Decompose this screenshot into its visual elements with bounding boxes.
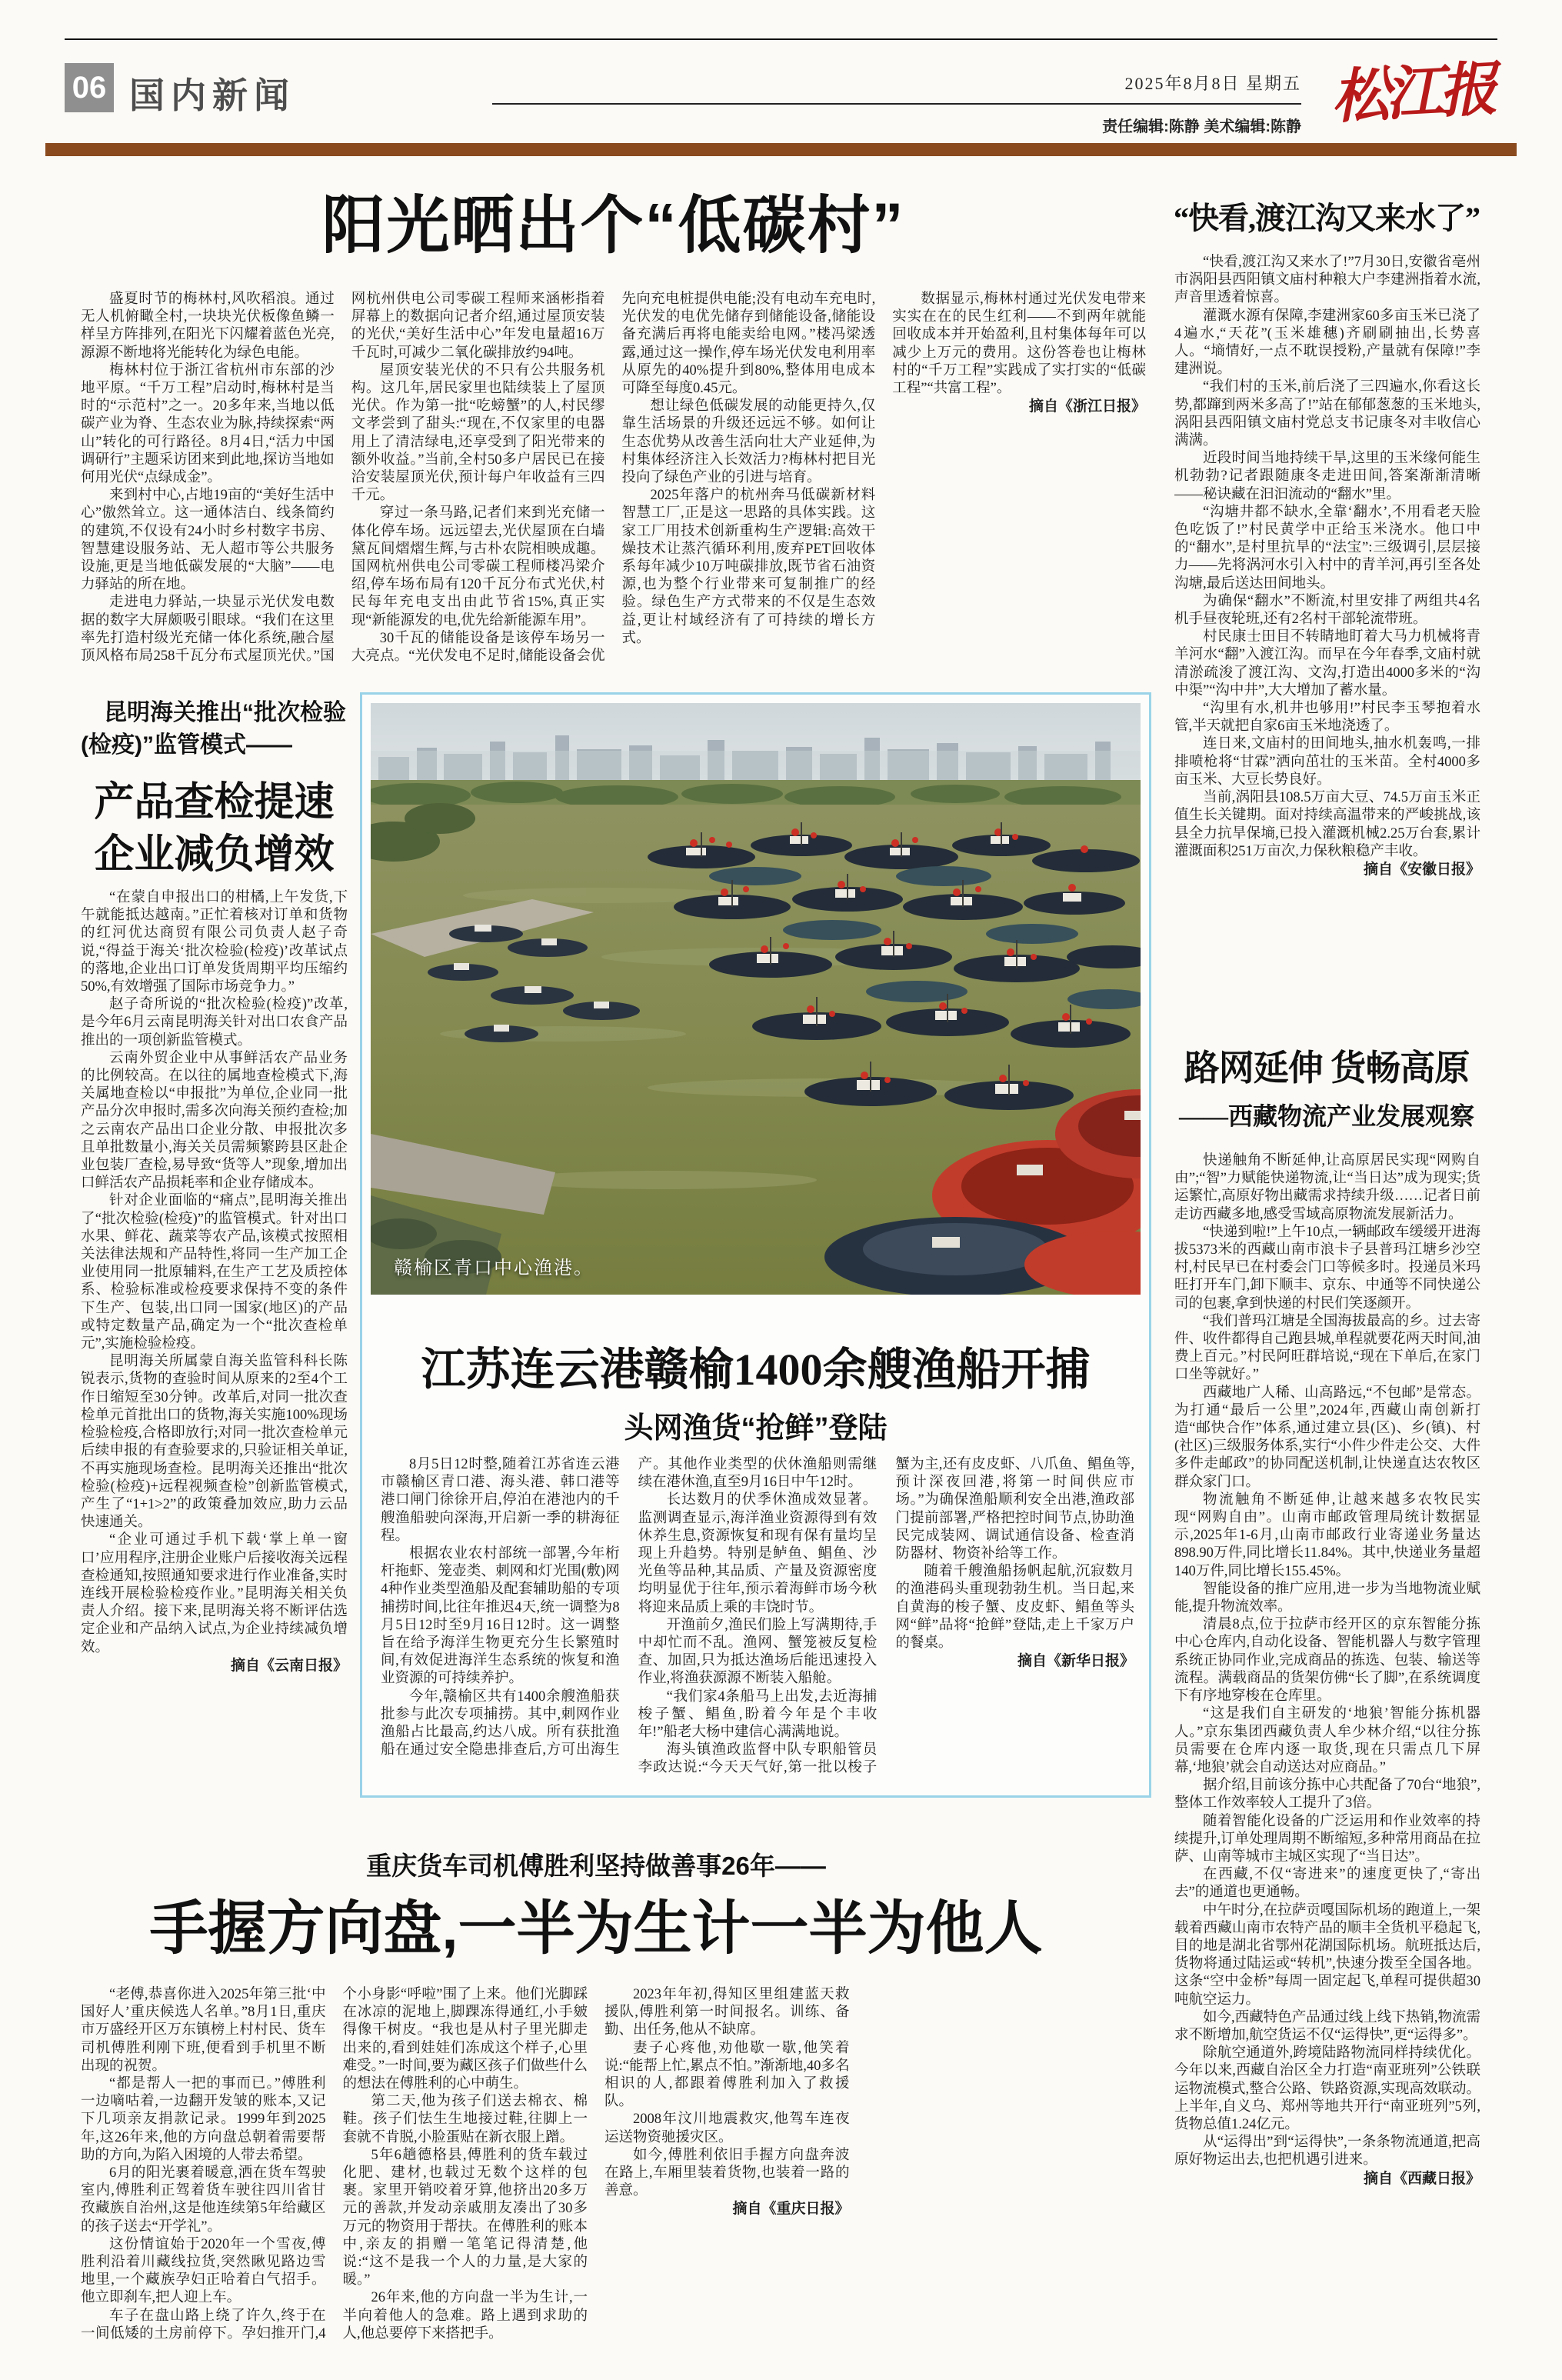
header-color-bar <box>45 143 1517 156</box>
paragraph: “在蒙自申报出口的柑橘,上午发货,下午就能抵达越南。”正忙着核对订单和货物的红河优达商贸有限公司负责人赵子奇说,“得益于海关‘批次检验(检疫)’改革试点的落地,企业出口订单发货周期平均压缩约50%,有效增强了国际市场竞争力。” <box>81 890 348 995</box>
paragraph: 西藏地广人稀、山高路远,“不包邮”是常态。为打通“最后一公里”,2024年,西藏山南创新打造“邮快合作”体系,通过建立县(区)、乡(镇)、村(社区)三级服务体系,实行“小件少件走公交、大件多件走邮政”的协同配送机制,让快递直达农牧区群众家门口。 <box>1174 1385 1480 1490</box>
article-driver-kicker: 重庆货车司机傅胜利坚持做善事26年—— <box>366 1852 826 1880</box>
article-solar-headline: 阳光晒出个“低碳村” <box>321 191 905 261</box>
paragraph: 快递触角不断延伸,让高原居民实现“网购自由”;“智”力赋能快递物流,让“当日达”成为现实;货运繁忙,高原好物出藏需求持续升级……记者日前走访西藏多地,感受雪域高原物流发展新活力。 <box>1174 1153 1480 1222</box>
article-driver-headline: 手握方向盘,一半为生计一半为他人 <box>149 1896 1043 1962</box>
paragraph: 6月的阳光裹着暖意,洒在货车驾驶室内,傅胜利正驾着货车驶往四川省甘孜藏族自治州,这是他连续第5年给藏区的孩子送去“开学礼”。 <box>81 2165 326 2235</box>
paragraph: 从“运得出”到“运得快”,一条条物流通道,把高原好物运出去,也把机遇引进来。 <box>1174 2135 1480 2168</box>
paragraph: 26年来,他的方向盘一半为生计,一半向着他人的急难。路上遇到求助的人,他总要停下来搭把手。 <box>342 2290 588 2342</box>
source-attribution: 摘自《重庆日报》 <box>732 2201 850 2218</box>
source-attribution: 摘自《西藏日报》 <box>1363 2170 1480 2187</box>
article-customs-headline-line2: 企业减负增效 <box>94 833 335 877</box>
article-fishing-subhead: 头网渔货“抢鲜”登陆 <box>624 1412 888 1445</box>
paragraph: 走进电力驿站,一块显示光伏发电数据的数字大屏颇吸引眼球。“我们在这里率先打造村级光充储一体化系统,融合屋顶风格布局258千瓦分布式屋顶光伏。”国网杭州供电公司零碳工程师来涵彬指着屏幕上的数据向记者介绍,通过屋顶安装的光伏,“美好生活中心”年发电量超16万千瓦时,可减少二氧化碳排放约94吨。 <box>81 292 605 665</box>
harbor-photo-illustration <box>371 703 1141 1295</box>
paragraph: 如今,西藏特色产品通过线上线下热销,物流需求不断增加,航空货运不仅“运得快”,更“运得多”。 <box>1174 2009 1480 2043</box>
paragraph: 开渔前夕,渔民们脸上写满期待,手中却忙而不乱。渔网、蟹笼被反复检查、加固,只为抵达渔场后能迅速投入作业,将渔获源源不断装入船舱。 <box>638 1617 878 1687</box>
section-title: 国内新闻 <box>129 75 295 115</box>
paragraph: “都是帮人一把的事而已。”傅胜利一边嘀咕着,一边翻开发皱的账本,又记下几项亲友捐款记录。1999年到2025年,这26年来,他的方向盘总朝着需要帮助的方向,为陷入困境的人带去希望。 <box>81 2076 326 2163</box>
paragraph: 当前,涡阳县108.5万亩大豆、74.5万亩玉米正值生长关键期。面对持续高温带来的严峻挑战,该县全力抗旱保墒,已投入灌溉机械2.25万台套,累计灌溉面积251万亩次,力保秋粮稳产丰收。 <box>1174 790 1480 859</box>
paragraph: “企业可通过手机下载‘掌上单一窗口’应用程序,注册企业账户后接收海关远程查检通知,按照通知要求进行作业准备,实时连线开展检验检疫作业。”昆明海关相关负责人介绍。接下来,昆明海关将不断评估选定企业和产品纳入试点,为企业持续减负增效。 <box>81 1532 348 1655</box>
paragraph: 为确保“翻水”不断流,村里安排了两组共4名机手昼夜轮班,还有2名村干部轮流带班。 <box>1174 593 1480 628</box>
paragraph: 物流触角不断延伸,让越来越多农牧民实现“网购自由”。山南市邮政管理局统计数据显示,2025年1-6月,山南市邮政行业寄递业务量达898.90万件,同比增长11.84%。其中,快递业务量超140万件,同比增长155.45%。 <box>1174 1492 1480 1579</box>
article-solar-body <box>81 291 1146 669</box>
paragraph: 云南外贸企业中从事鲜活农产品业务的比例较高。在以往的属地查检模式下,海关属地查检以“申报批”为单位,企业同一批产品分次申报时,需多次向海关预约查检;加之云南农产品出口企业分散、申报批次多且单批数量小,海关关员需频繁跨县区赴企业包装厂查检,易导致“货等人”现象,增加出口鲜活农产品损耗率和企业存储成本。 <box>81 1050 348 1192</box>
article-tibet-body <box>1174 1152 1480 2357</box>
article-customs-body <box>81 889 348 1798</box>
paragraph: 数据显示,梅林村通过光伏发电带来实实在在的民生红利——不到两年就能回收成本并开始盈利,且村集体每年可以减少上万元的费用。这份答卷也让梅林村的“千万工程”实践成了实打实的“低碳工程”“共富工程”。 <box>892 292 1146 397</box>
article-fishing-body <box>381 1456 1134 1785</box>
source-attribution: 摘自《新华日报》 <box>1017 1653 1134 1670</box>
article-customs-headline-line1: 产品查检提速 <box>94 781 335 825</box>
paragraph: “沟塘井都不缺水,全靠‘翻水’,不用看老天脸色吃饭了!”村民黄学中正给玉米浇水。他口中的“翻水”,是村里抗旱的“法宝”:三级调引,层层接力——先将涡河水引入村中的青羊河,再引至各处沟塘,最后送达田间地头。 <box>1174 504 1480 592</box>
header-divider <box>492 103 1301 105</box>
paragraph: 灌溉水源有保障,李建洲家60多亩玉米已浇了4遍水,“天花”(玉米雄穗)齐刷刷抽出,长势喜人。“墒情好,一点不耽误授粉,产量就有保障!”李建洲说。 <box>1174 308 1480 378</box>
paragraph: 车子在盘山路上绕了许久,终于在一间低矮的土房前停下。孕妇推开门,4个小身影“呼啦”围了上来。他们光脚踩在冰凉的泥地上,脚踝冻得通红,小手皴得像干树皮。“我也是从村子里光脚走出来的,看到娃娃们冻成这个样子,心里难受。”一时间,要为藏区孩子们做些什么的想法在傅胜利的心中萌生。 <box>81 1987 588 2342</box>
paragraph: 这份情谊始于2020年一个雪夜,傅胜利沿着川藏线拉货,突然瞅见路边雪地里,一个藏族孕妇正哈着白气招手。他立即刹车,把人迎上车。 <box>81 2236 326 2306</box>
paragraph: 盛夏时节的梅林村,风吹稻浪。通过无人机俯瞰全村,一块块光伏板像鱼鳞一样呈方阵排列,在阳光下闪耀着蓝色光亮,源源不断地将光能转化为绿色电能。 <box>81 292 335 361</box>
article-tibet-headline: 路网延伸 货畅高原 <box>1184 1048 1470 1088</box>
paragraph: 据介绍,目前该分拣中心共配备了70台“地狼”,整体工作效率较人工提升了3倍。 <box>1174 1778 1480 1812</box>
paragraph: 妻子心疼他,劝他歇一歇,他笑着说:“能帮上忙,累点不怕。”渐渐地,40多名相识的人,都跟着傅胜利加入了救援队。 <box>604 2040 850 2110</box>
editors-line: 责任编辑:陈静 美术编辑:陈静 <box>1102 118 1301 135</box>
paragraph: 第二天,他为孩子们送去棉衣、棉鞋。孩子们怯生生地接过鞋,往脚上一套就不肯脱,小脸蛋贴在新衣服上蹭。 <box>342 2094 588 2145</box>
article-tibet-subhead: ——西藏物流产业发展观察 <box>1178 1102 1474 1130</box>
paragraph: 海头镇渔政监督中队专职船管员李政达说:“今天天气好,第一批以梭子蟹为主,还有皮皮虾、八爪鱼、鲳鱼等,预计深夜回港,将第一时间供应市场。”为确保渔船顺利安全出港,渔政部门提前部署,严格把控时间节点,协助渔民完成装网、调试通信设备、检查消防器材、物资补给等工作。 <box>638 1457 1134 1776</box>
paragraph: 智能设备的推广应用,进一步为当地物流业赋能,提升物流效率。 <box>1174 1581 1480 1615</box>
article-water-headline: “快看,渡江沟又来水了” <box>1174 201 1480 235</box>
paragraph: 30千瓦的储能设备是该停车场另一大亮点。“光伏发电不足时,储能设备会优先向充电桩提供电能;没有电动车充电时,光伏发的电优先储存到储能设备,储能设备充满后再将电能卖给电网。”楼冯梁透露,通过这一操作,停车场光伏发电利用率从原先的40%提升到80%,整体用电成本可降至每度0.45元。 <box>351 292 876 665</box>
paragraph: 5年6趟德格县,傅胜利的货车载过化肥、建材,也载过无数个这样的包裹。家里开销咬着牙算,他挤出20多万元的善款,并发动亲戚朋友凑出了30多万元的物资用于帮扶。在傅胜利的账本中,亲友的捐赠一笔笔记得清楚,他说:“这不是我一个人的力量,是大家的暖。” <box>342 2147 588 2288</box>
kicker-line: (检疫)”监管模式—— <box>81 732 292 758</box>
paragraph: 在西藏,不仅“寄进来”的速度更快了,“寄出去”的通道也更通畅。 <box>1174 1867 1480 1901</box>
paragraph: 梅林村位于浙江省杭州市东部的沙地平原。“千万工程”启动时,梅林村是当时的“示范村”之一。20多年来,当地以低碳产业为脊、生态农业为脉,持续探索“两山”转化的可行路径。8月4日,“活力中国调研行”主题采访团来到此地,探访当地如何用光伏“点绿成金”。 <box>81 362 335 486</box>
paragraph: “快看,渡江沟又来水了!”7月30日,安徽省亳州市涡阳县西阳镇文庙村种粮大户李建洲指着水流,声音里透着惊喜。 <box>1174 255 1480 306</box>
paragraph: “老傅,恭喜你进入2025年第三批‘中国好人’重庆候选人名单。”8月1日,重庆市万盛经开区万东镇榜上村村民、货车司机傅胜利刚下班,便看到手机里不断出现的祝贺。 <box>81 1987 326 2074</box>
source-attribution: 摘自《云南日报》 <box>230 1657 348 1674</box>
paragraph: 2008年汶川地震救灾,他驾车连夜运送物资驰援灾区。 <box>604 2112 850 2145</box>
issue-date: 2025年8月8日 星期五 <box>1124 74 1301 93</box>
paragraph: “我们普玛江塘是全国海拔最高的乡。过去寄件、收件都得自己跑县城,单程就要花两天时间,油费上百元。”村民阿旺群培说,“现在下单后,在家门口坐等就好。” <box>1174 1313 1480 1383</box>
paragraph: 屋顶安装光伏的不只有公共服务机构。这几年,居民家里也陆续装上了屋顶光伏。作为第一批“吃螃蟹”的人,村民缪文孝尝到了甜头:“现在,不仅家里的电器用上了清洁绿电,还享受到了阳光带来的额外收益。”当前,全村50多户居民已在接洽安装屋顶光伏,预计每户年收益有三四千元。 <box>351 362 605 504</box>
top-rule <box>65 38 1497 40</box>
article-water-body <box>1174 254 1480 986</box>
paragraph: 如今,傅胜利依旧手握方向盘奔波在路上,车厢里装着货物,也装着一路的善意。 <box>604 2147 850 2199</box>
masthead-logo: 松江报 <box>1329 57 1495 131</box>
paragraph: 来到村中心,占地19亩的“美好生活中心”傲然耸立。这一通体洁白、线条简约的建筑,不仅设有24小时乡村数字书房、智慧建设服务站、无人超市等公共服务设施,更是当地低碳发展的“大脑”——电力驿站的所在地。 <box>81 488 335 593</box>
paragraph: 近段时间当地持续干旱,这里的玉米缘何能生机勃勃?记者跟随康冬走进田间,答案渐渐清晰——秘诀藏在汩汩流动的“翻水”里。 <box>1174 451 1480 502</box>
paragraph: “这是我们自主研发的‘地狼’智能分拣机器人。”京东集团西藏负责人牟少林介绍,“以往分拣员需要在仓库内逐一取货,现在只需点几下屏幕,‘地狼’就会自动送达对应商品。” <box>1174 1706 1480 1775</box>
paragraph: 想让绿色低碳发展的动能更持久,仅靠生活场景的升级还远远不够。如何让生态优势从改善生活向壮大产业延伸,为村集体经济注入长效活力?梅林村把目光投向了绿色产业的引进与培育。 <box>621 398 876 486</box>
kicker-line: 昆明海关推出“批次检验 <box>104 700 346 725</box>
paragraph: 2023年年初,得知区里组建蓝天救援队,傅胜利第一时间报名。训练、备勤、出任务,他从不缺席。 <box>604 1987 850 2038</box>
article-customs-kicker <box>81 697 350 762</box>
paragraph: 随着智能化设备的广泛运用和作业效率的持续提升,订单处理周期不断缩短,多种常用商品在拉萨、山南等城市主城区实现了“当日达”。 <box>1174 1813 1480 1865</box>
page-number: 06 <box>72 71 107 105</box>
paragraph: 今年,赣榆区共有1400余艘渔船获批参与此次专项捕捞。其中,刺网作业渔船占比最高,约达八成。所有获批渔船在通过安全隐患排查后,方可出海生产。其他作业类型的伏休渔船则需继续在港休渔,直至9月16日中午12时。 <box>381 1457 878 1758</box>
paragraph: 昆明海关所属蒙自海关监管科科长陈锐表示,货物的查验时间从原来的2至4个工作日缩短至30分钟。改革后,对同一批次查检单元首批出口的货物,海关实施100%现场检验检疫,合格即放行;对同一批次查检单元后续申报的有查验要求的,只验证相关单证,不再实施现场查检。昆明海关还推出“批次检验(检疫)+远程视频查检”创新监管模式,产生了“1+1>2”的政策叠加效应,助力云品快速通关。 <box>81 1354 348 1531</box>
paragraph: 根据农业农村部统一部署,今年桁杆拖虾、笼壶类、刺网和灯光围(敷)网4种作业类型渔船及配套辅助船的专项捕捞时间,比往年推迟4天,统一调整为8月5日12时至9月16日12时。这一调整旨在给予海洋生物更充分生长繁殖时间,有效促进海洋生态系统的恢复和渔业资源的可持续养护。 <box>381 1546 620 1687</box>
paragraph: “快递到啦!”上午10点,一辆邮政车缓缓开进海拔5373米的西藏山南市浪卡子县普玛江塘乡沙空村,村民早已在村委会门口等候多时。投递员米玛旺打开车门,卸下顺丰、京东、中通等不同快递公司的包裹,拿到快递的村民们笑逐颜开。 <box>1174 1224 1480 1312</box>
paragraph: 除航空通道外,跨境陆路物流同样持续优化。今年以来,西藏自治区全力打造“南亚班列”公铁联运物流模式,整合公路、铁路资源,实现高效联动。上半年,自义乌、郑州等地共开行“南亚班列”5列,货物总值1.24亿元。 <box>1174 2045 1480 2132</box>
article-fishing-headline: 江苏连云港赣榆1400余艘渔船开捕 <box>421 1345 1091 1395</box>
source-attribution: 摘自《安徽日报》 <box>1363 861 1480 878</box>
paragraph: “沟里有水,机井也够用!”村民李玉琴抱着水管,半天就把自家6亩玉米地浇透了。 <box>1174 701 1480 735</box>
paragraph: 赵子奇所说的“批次检验(检疫)”改革,是今年6月云南昆明海关针对出口农食产品推出的一项创新监管模式。 <box>81 997 348 1048</box>
paragraph: 中午时分,在拉萨贡嘎国际机场的跑道上,一架载着西藏山南市农特产品的顺丰全货机平稳起飞,目的地是湖北省鄂州花湖国际机场。航班抵达后,货物将通过陆运或“转机”,快速分拨至全国各地。这条“空中金桥”每周一固定起飞,单程可提供超30吨航空运力。 <box>1174 1902 1480 2008</box>
paragraph: “我们家4条船马上出发,去近海捕梭子蟹、鲳鱼,盼着今年是个丰收年!”船老大杨中建信心满满地说。 <box>638 1688 878 1741</box>
paragraph: 连日来,文庙村的田间地头,抽水机轰鸣,一排排喷枪将“甘霖”洒向茁壮的玉米苗。全村4000多亩玉米、大豆长势良好。 <box>1174 736 1480 788</box>
paragraph: 长达数月的伏季休渔成效显著。监测调查显示,海洋渔业资源得到有效休养生息,资源恢复和现有保有量均呈现上升趋势。特别是鲈鱼、鲳鱼、沙光鱼等品种,其品质、产量及资源密度均明显优于往年,预示着海鲜市场今秋将迎来品质上乘的丰饶时节。 <box>638 1492 878 1615</box>
paragraph: 清晨8点,位于拉萨市经开区的京东智能分拣中心仓库内,自动化设备、智能机器人与数字管理系统正协同作业,完成商品的拣选、包装、输送等流程。满载商品的货架仿佛“长了脚”,在系统调度下有序地穿梭在仓库里。 <box>1174 1617 1480 1705</box>
paragraph: 2025年落户的杭州奔马低碳新材料智慧工厂,正是这一思路的具体实践。这家工厂用技术创新重构生产逻辑:高效干燥技术让蒸汽循环利用,废弃PET回收体系每年减少10万吨碳排放,既节省石油资源,也为整个行业带来可复制推广的经验。绿色生产方式带来的不仅是生态效益,更让村域经济有了可持续的增长方式。 <box>621 488 876 646</box>
source-attribution: 摘自《浙江日报》 <box>1028 398 1146 415</box>
page-number-badge <box>65 63 114 112</box>
paragraph: 穿过一条马路,记者们来到光充储一体化停车场。远远望去,光伏屋顶在白墙黛瓦间熠熠生辉,与古朴农院相映成趣。国网杭州供电公司零碳工程师楼冯梁介绍,停车场布局有120千瓦分布式光伏,村民每年充电支出由此节省15%,真正实现“新能源发的电,优先给新能源车用”。 <box>351 505 605 628</box>
fishing-article-frame <box>360 692 1151 1798</box>
paragraph: 村民康士田目不转睛地盯着大马力机械将青羊河水“翻”入渡江沟。而早在今年春季,文庙村就清淤疏浚了渡江沟、文沟,打造出4000多米的“沟中渠”“沟中井”,大大增加了蓄水量。 <box>1174 629 1480 698</box>
paragraph: “我们村的玉米,前后浇了三四遍水,你看这长势,都蹿到两米多高了!”站在郁郁葱葱的玉米地头,涡阳县西阳镇文庙村党总支书记康冬对丰收信心满满。 <box>1174 379 1480 449</box>
paragraph: 8月5日12时整,随着江苏省连云港市赣榆区青口港、海头港、韩口港等港口闸门徐徐开启,停泊在港池内的千艘渔船驶向深海,开启新一季的耕海征程。 <box>381 1457 620 1544</box>
harbor-photo <box>371 703 1141 1295</box>
photo-caption: 赣榆区青口中心渔港。 <box>394 1258 594 1278</box>
article-driver-body <box>81 1986 1111 2354</box>
paragraph: 随着千艘渔船扬帆起航,沉寂数月的渔港码头重现勃勃生机。当日起,来自黄海的梭子蟹、皮皮虾、鲳鱼等头网“鲜”品将“抢鲜”登陆,走上千家万户的餐桌。 <box>895 1564 1134 1652</box>
paragraph: 针对企业面临的“痛点”,昆明海关推出了“批次检验(检疫)”的监管模式。针对出口水果、鲜花、蔬菜等农产品,该模式按照相关法律法规和产品特性,将同一生产加工企业使用同一批原辅料,在生产工艺及质控体系、检验标准或检疫要求保持不变的条件下生产、包装,出口同一国家(地区)的产品或特定数量产品,确定为一个“批次查检单元”,实施检验检疫。 <box>81 1193 348 1352</box>
